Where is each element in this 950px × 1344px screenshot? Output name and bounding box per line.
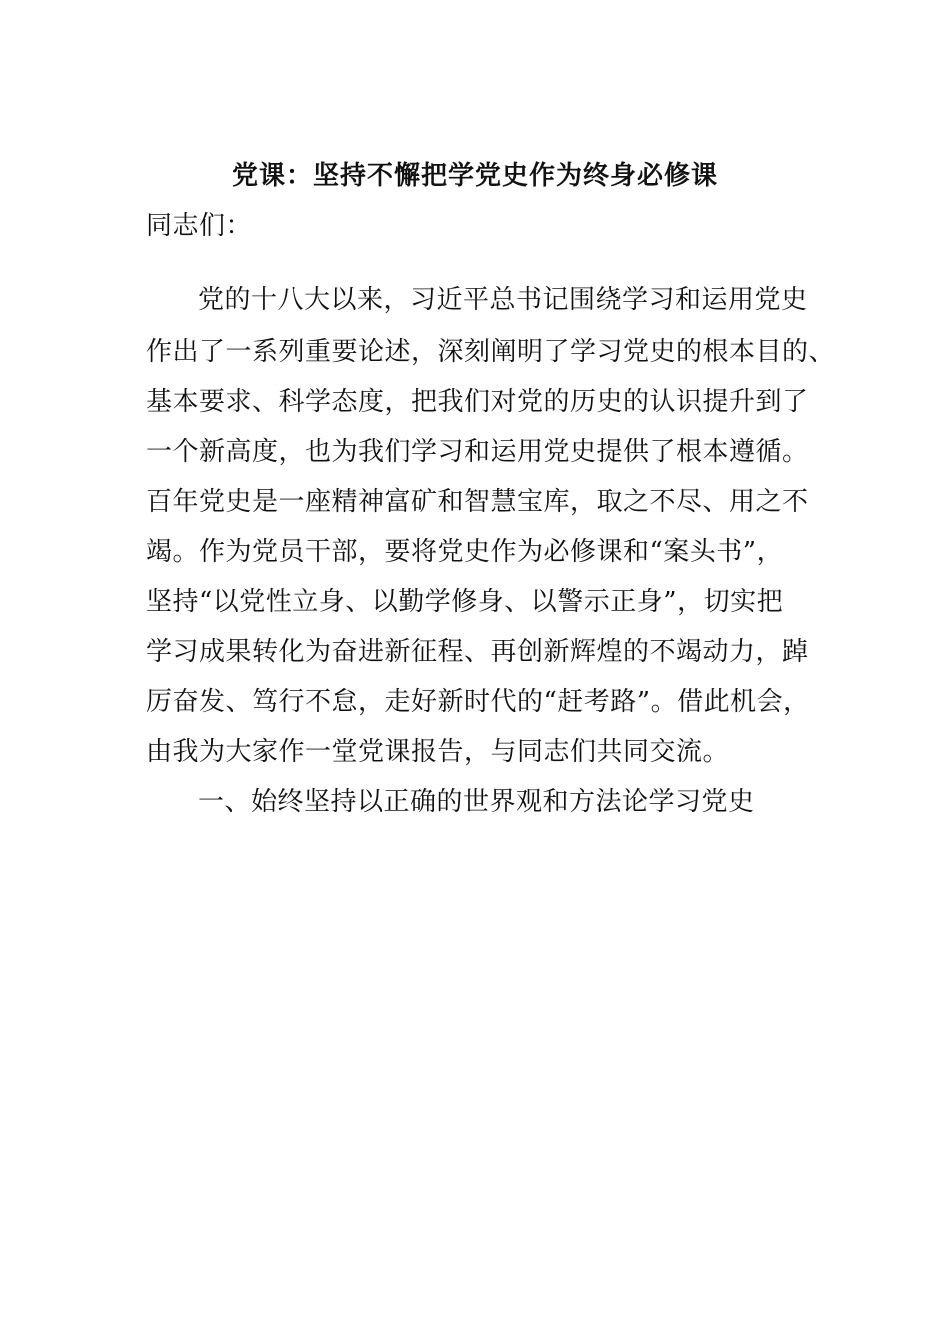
paragraph-line: 坚持“以党性立身、以勤学修身、以警示正身”，切实把 (146, 587, 784, 617)
salutation: 同志们： (146, 211, 253, 241)
paragraph-line: 厉奋发、笃行不怠，走好新时代的“赶考路”。借此机会， (146, 687, 810, 717)
paragraph-line: 百年党史是一座精神富矿和智慧宝库，取之不尽、用之不 (146, 487, 809, 517)
section-heading: 一、始终坚持以正确的世界观和方法论学习党史 (198, 787, 755, 817)
paragraph-line: 作出了一系列重要论述，深刻阐明了学习党史的根本目的、 (146, 337, 836, 367)
paragraph-line: 学习成果转化为奋进新征程、再创新辉煌的不竭动力，踔 (146, 637, 809, 667)
document-title: 党课：坚持不懈把学党史作为终身必修课 (231, 161, 718, 191)
paragraph-line: 党的十八大以来，习近平总书记围绕学习和运用党史 (198, 285, 808, 315)
paragraph-line: 一个新高度，也为我们学习和运用党史提供了根本遵循。 (146, 437, 809, 467)
paragraph-line: 竭。作为党员干部，要将党史作为必修课和“案头书”， (146, 537, 784, 567)
paragraph-line: 基本要求、科学态度，把我们对党的历史的认识提升到了 (146, 387, 809, 417)
paragraph-line: 由我为大家作一堂党课报告，与同志们共同交流。 (146, 737, 730, 767)
